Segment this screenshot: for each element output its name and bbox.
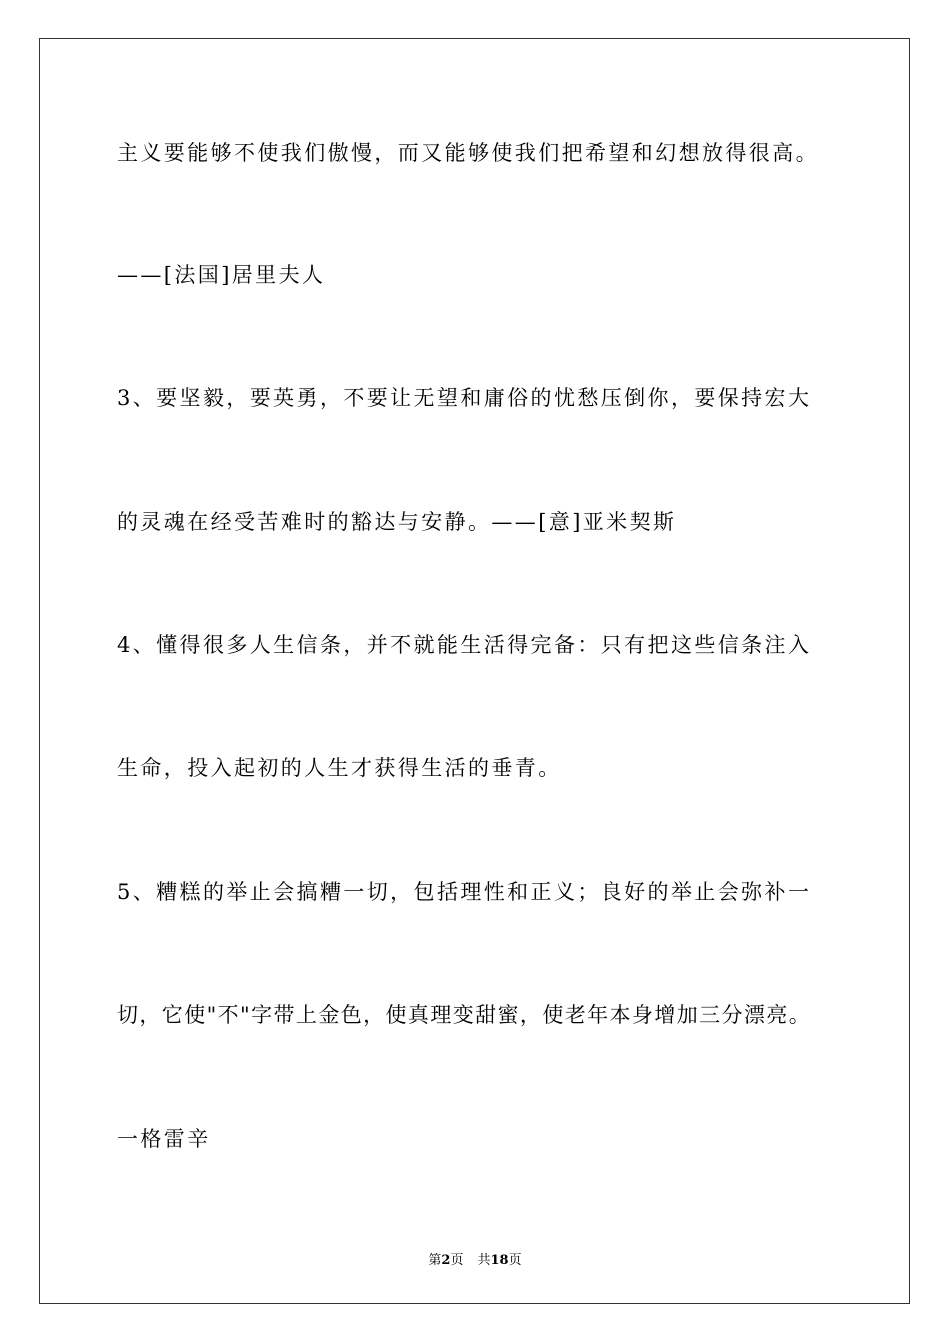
page-number: 2	[441, 1253, 451, 1268]
page-footer	[0, 1249, 950, 1268]
page-border	[39, 38, 910, 1304]
page-suffix: 页	[450, 1253, 464, 1268]
text-line: 5、糟糕的举止会搞糟一切，包括理性和正义；良好的举止会弥补一	[117, 880, 812, 904]
text-line: 主义要能够不使我们傲慢，而又能够使我们把希望和幻想放得很高。	[117, 141, 819, 165]
text-line: 一格雷辛	[117, 1127, 211, 1151]
text-line: 3、要坚毅，要英勇，不要让无望和庸俗的忧愁压倒你，要保持宏大	[117, 386, 812, 410]
total-prefix: 共	[477, 1253, 491, 1268]
total-pages: 18	[490, 1253, 509, 1268]
text-line: ——[法国]居里夫人	[117, 263, 326, 287]
total-suffix: 页	[508, 1253, 522, 1268]
text-line: 切，它使"不"字带上金色，使真理变甜蜜，使老年本身增加三分漂亮。	[117, 1003, 812, 1027]
text-line: 4、懂得很多人生信条，并不就能生活得完备：只有把这些信条注入	[117, 633, 812, 657]
text-line: 的灵魂在经受苦难时的豁达与安静。——[意]亚米契斯	[117, 510, 677, 534]
text-line: 生命，投入起初的人生才获得生活的垂青。	[117, 756, 562, 780]
page-prefix: 第	[428, 1253, 442, 1268]
